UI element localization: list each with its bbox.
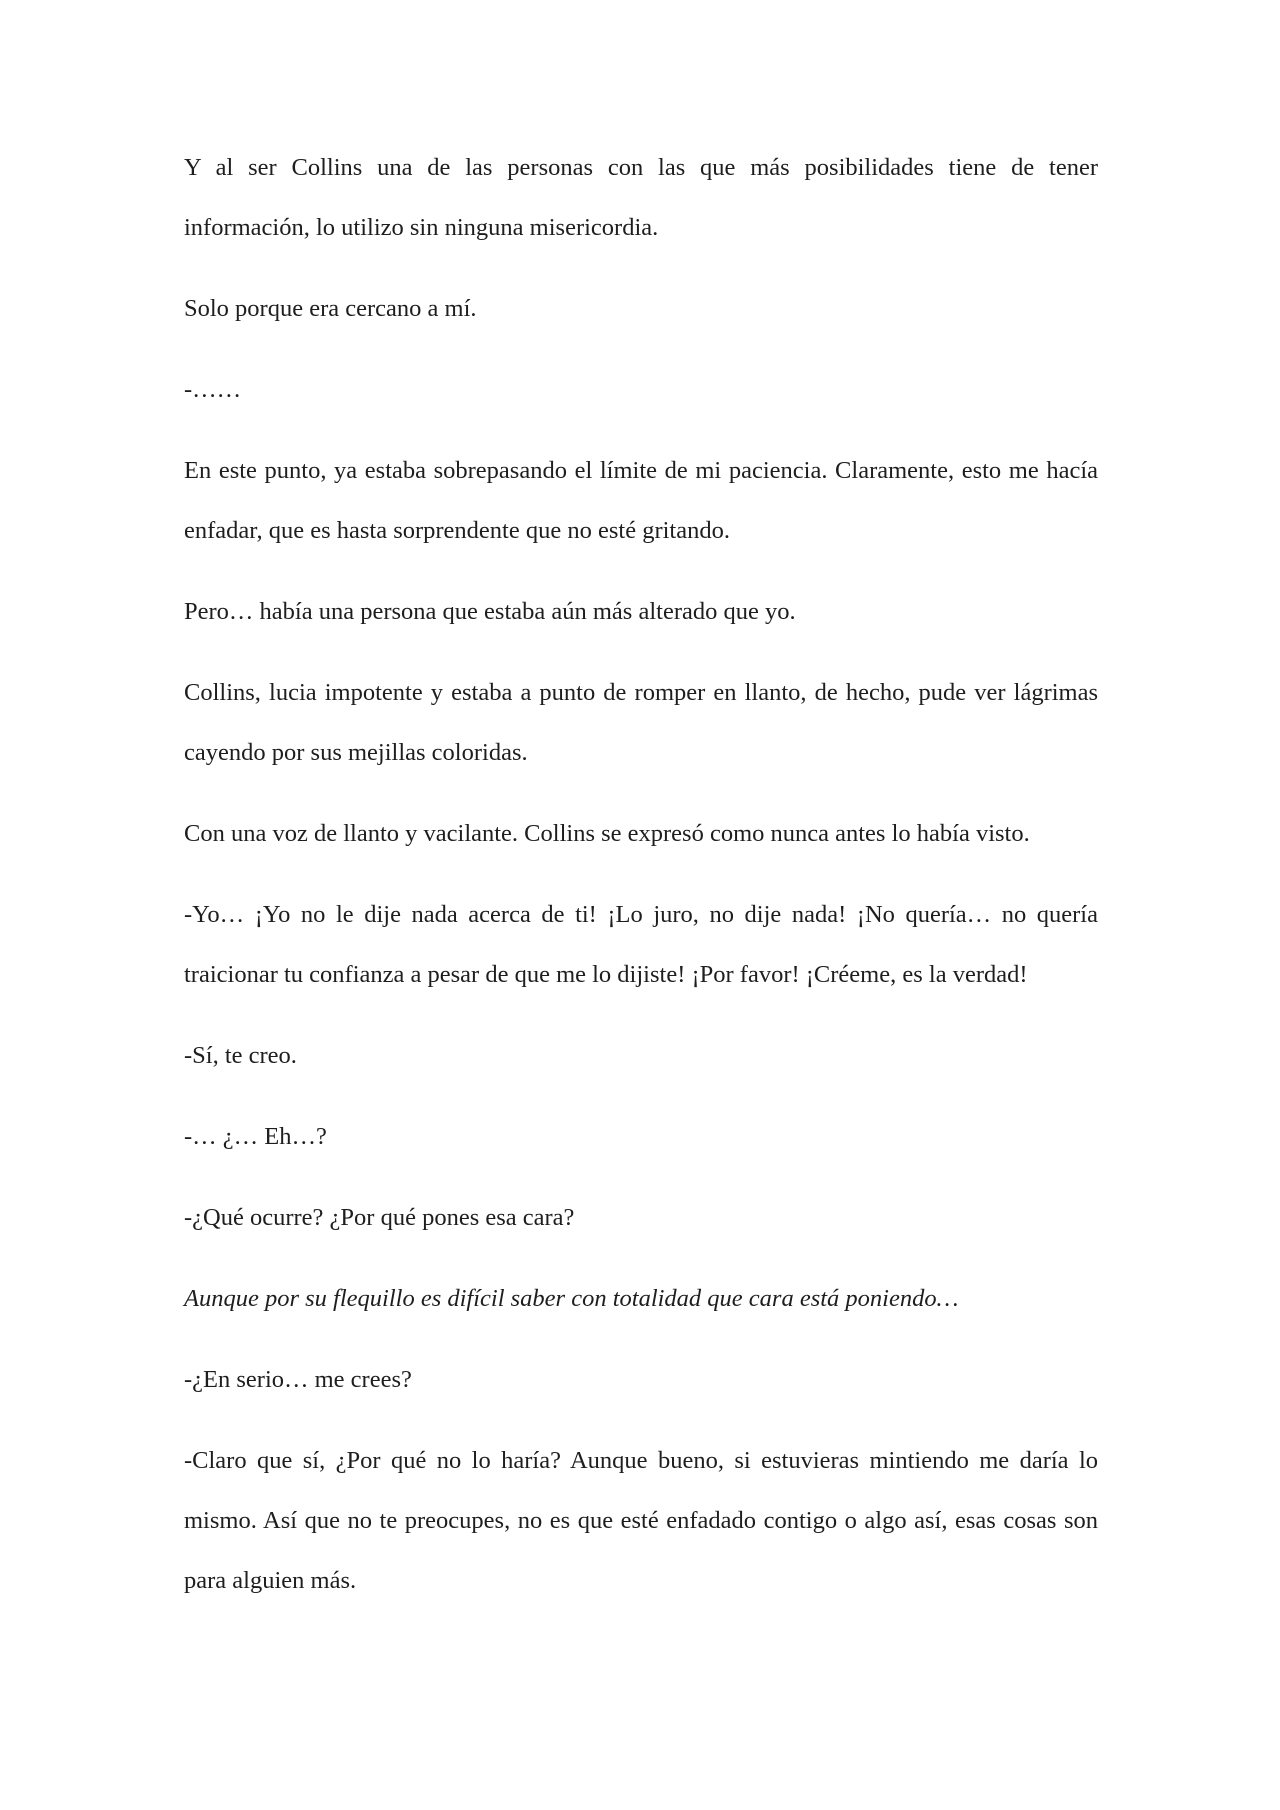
paragraph: Collins, lucia impotente y estaba a punto de romper en llanto, de hecho, pude ver lágrimas cayendo por sus mejillas coloridas. [184,679,1098,766]
paragraph: -Claro que sí, ¿Por qué no lo haría? Aunque bueno, si estuvieras mintiendo me daría lo mismo. Así que no te preocupes, no es que esté enfadado contigo o algo así, esas cosas son para alguien más. [184,1447,1098,1594]
paragraph: Y al ser Collins una de las personas con las que más posibilidades tiene de tener información, lo utilizo sin ninguna misericordia. [184,154,1098,241]
paragraph: Con una voz de llanto y vacilante. Collins se expresó como nunca antes lo había visto. [184,820,1030,847]
paragraph: -Sí, te creo. [184,1042,297,1069]
paragraph: -¿Qué ocurre? ¿Por qué pones esa cara? [184,1204,575,1231]
paragraph: -… ¿… Eh…? [184,1123,327,1150]
paragraph: En este punto, ya estaba sobrepasando el límite de mi paciencia. Claramente, esto me hacía enfadar, que es hasta sorprendente que no esté gritando. [184,457,1098,544]
italic-paragraph: Aunque por su flequillo es difícil saber con totalidad que cara está poniendo… [184,1285,959,1312]
document-page [184,138,1098,1632]
paragraph: -¿En serio… me crees? [184,1366,412,1393]
paragraph: Pero… había una persona que estaba aún más alterado que yo. [184,598,796,625]
paragraph: Solo porque era cercano a mí. [184,295,477,322]
paragraph: -…… [184,376,242,403]
paragraph: -Yo… ¡Yo no le dije nada acerca de ti! ¡Lo juro, no dije nada! ¡No quería… no quería traicionar tu confianza a pesar de que me lo dijiste! ¡Por favor! ¡Créeme, es la verdad! [184,901,1098,988]
